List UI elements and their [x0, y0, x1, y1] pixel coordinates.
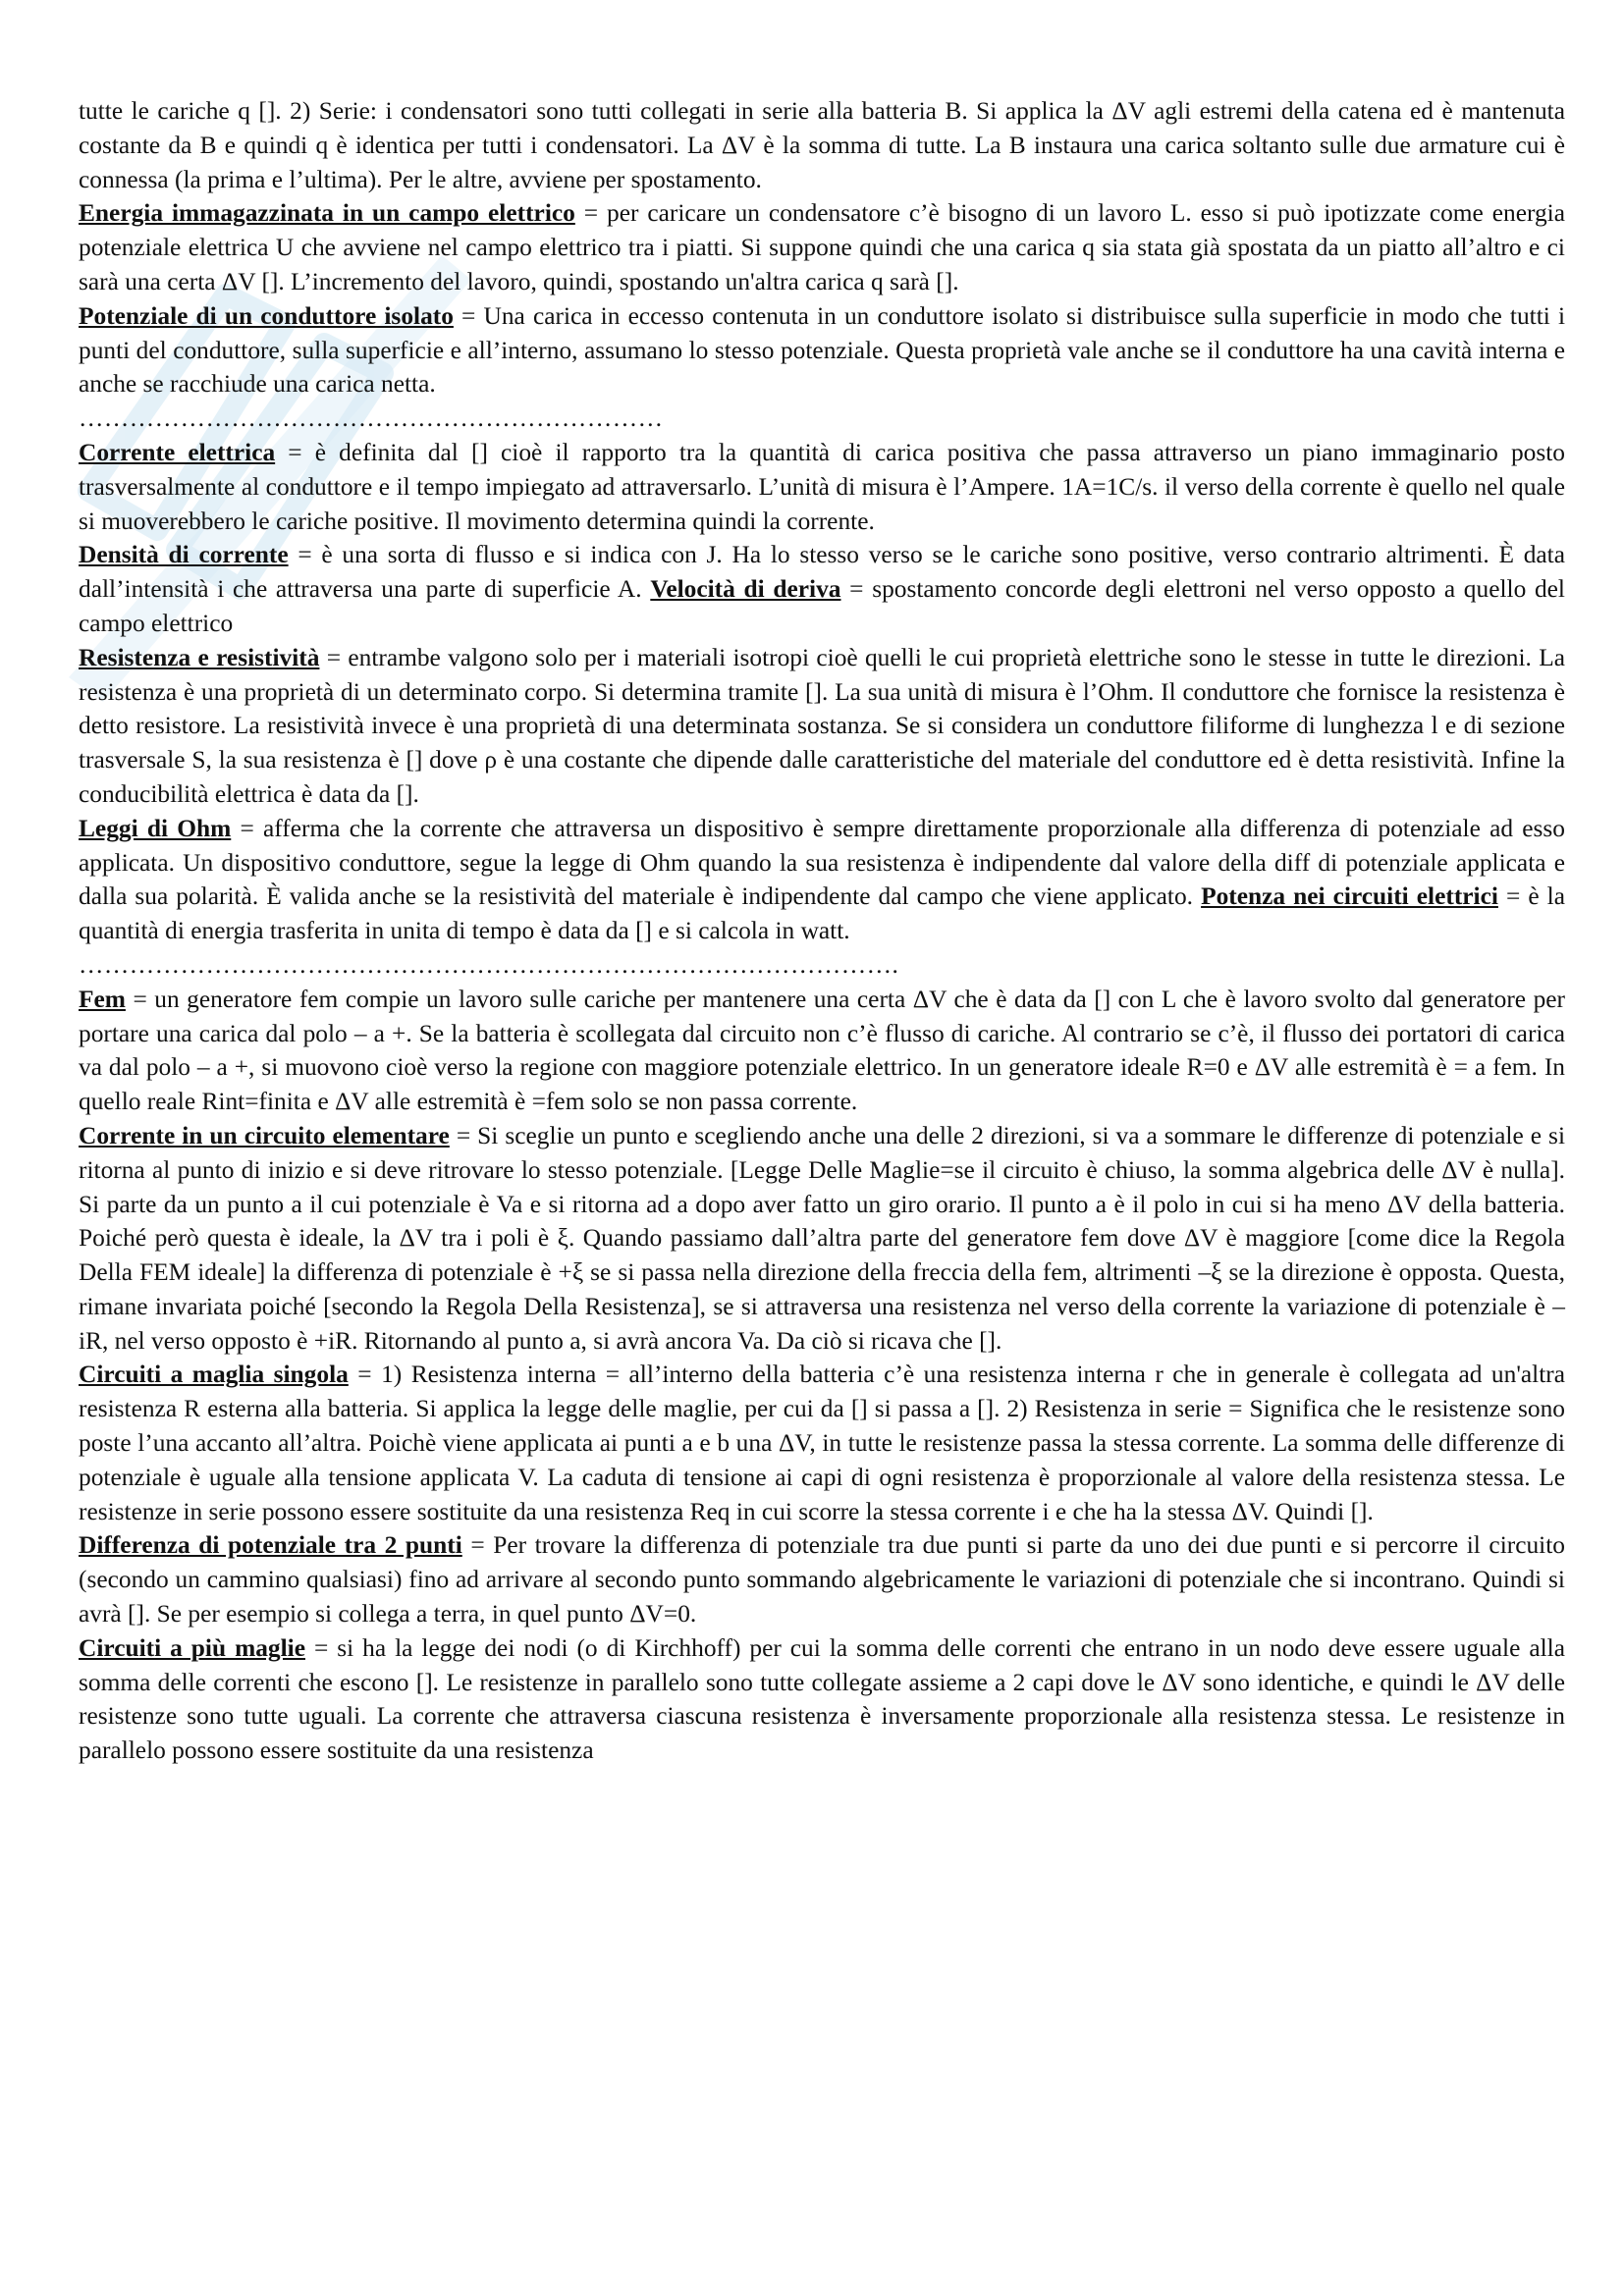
- section-heading: Velocità di deriva: [650, 575, 841, 604]
- paragraph-text: tutte le cariche q []. 2) Serie: i condensatori sono tutti collegati in serie alla batteria B. Si applica la ΔV agli estremi della catena ed è mantenuta costante da B e quindi q è identica per tutti i condensatori. La ΔV è la somma di tutte. La B instaura una carica soltanto sulle due armature cui è connessa (la prima e l’ultima). Per le altre, avviene per spostamento.: [79, 97, 1565, 193]
- paragraph: [79, 436, 1565, 538]
- paragraph-text: = afferma che la corrente che attraversa un dispositivo è sempre direttamente proporzionale alla differenza di potenziale ad esso applicata. Un dispositivo conduttore, segue la legge di Ohm quando la sua resistenza è indipendente dal valore della diff di potenziale applicata e dalla sua polarità. È valida anche se la resistività del materiale è indipendente dal campo che viene applicato.: [79, 814, 1565, 911]
- paragraph-text: = 1) Resistenza interna = all’interno della batteria c’è una resistenza interna r che in generale è collegata ad un'altra resistenza R esterna alla batteria. Si applica la legge delle maglie, per cui da [] si passa a []. 2) Resistenza in serie = Significa che le resistenze sono poste l’una accanto all’altra. Poichè viene applicata ai punti a e b una ΔV, in tutte le resistenze passa la stessa corrente. La somma delle differenze di potenziale è uguale alla tensione applicata V. La caduta di tensione ai capi di ogni resistenza è proporzionale al valore della resistenza stessa. Le resistenze in serie possono essere sostituite da una resistenza Req in cui scorre la stessa corrente i e che ha la stessa ΔV. Quindi [].: [79, 1361, 1566, 1525]
- section-heading: Corrente in un circuito elementare: [79, 1121, 450, 1149]
- paragraph: [79, 1528, 1565, 1630]
- section-heading: Potenziale di un conduttore isolato: [79, 301, 454, 330]
- section-heading: Differenza di potenziale tra 2 punti: [79, 1531, 462, 1560]
- section-heading: Corrente elettrica: [79, 438, 276, 466]
- section-separator: …………………………………………………………………………………….: [79, 950, 899, 979]
- paragraph: [79, 538, 1565, 640]
- section-heading: Fem: [79, 985, 126, 1013]
- paragraph-text: = Una carica in eccesso contenuta in un conduttore isolato si distribuisce sulla superficie in modo che tutti i punti del conduttore, sulla superficie e all’interno, assumano lo stesso potenziale. Questa proprietà vale anche se il conduttore ha una cavità interna e anche se racchiude una carica netta.: [79, 301, 1566, 399]
- paragraph: [79, 94, 1565, 196]
- paragraph: [79, 1119, 1565, 1359]
- paragraph-text: = è definita dal [] cioè il rapporto tra la quantità di carica positiva che passa attraverso un piano immaginario posto trasversalmente al conduttore e il tempo impiegato ad attraversarlo. L’unità di misura è l’Ampere. 1A=1C/s. il verso della corrente è quello nel quale si muoverebbero le cariche positive. Il movimento determina quindi la corrente.: [79, 438, 1565, 535]
- paragraph: [79, 299, 1565, 401]
- paragraph-text: = è la quantità di energia trasferita in unita di tempo è data da [] e si calcola in watt.: [79, 882, 1565, 945]
- section-heading: Densità di corrente: [79, 541, 289, 569]
- section-heading: Circuiti a più maglie: [79, 1633, 305, 1662]
- section-heading: Leggi di Ohm: [79, 814, 232, 842]
- paragraph: [79, 1358, 1565, 1528]
- section-heading: Resistenza e resistività: [79, 643, 320, 671]
- section-heading: Circuiti a maglia singola: [79, 1361, 349, 1389]
- paragraph-text: = Per trovare la differenza di potenziale tra due punti si parte da uno dei due punti e si percorre il circuito (secondo un cammino qualsiasi) fino ad arrivare al secondo punto sommando algebricamente le variazioni di potenziale che si incontrano. Quindi si avrà []. Se per esempio si collega a terra, in quel punto ΔV=0.: [79, 1531, 1565, 1629]
- paragraph-text: = si ha la legge dei nodi (o di Kirchhoff) per cui la somma delle correnti che entrano in un nodo deve essere uguale alla somma delle correnti che escono []. Le resistenze in parallelo sono tutte collegate assieme a 2 capi dove le ΔV sono identiche, e quindi le ΔV delle resistenze sono tutte uguali. La corrente che attraversa ciascuna resistenza è inversamente proporzionale alla resistenza stessa. Le resistenze in parallelo possono essere sostituite da una resistenza: [79, 1633, 1565, 1765]
- paragraph-text: = per caricare un condensatore c’è bisogno di un lavoro L. esso si può ipotizzate come energia potenziale elettrica U che avviene nel campo elettrico tra i piatti. Si suppone quindi che una carica q sia stata già spostata da un piatto all’altro e ci sarà una certa ΔV []. L’incremento del lavoro, quindi, spostando un'altra carica q sarà [].: [79, 199, 1565, 295]
- paragraph-text: = entrambe valgono solo per i materiali isotropi cioè quelli le cui proprietà elettriche sono le stesse in tutte le direzioni. La resistenza è una proprietà di un determinato corpo. Si determina tramite []. La sua unità di misura è l’Ohm. Il conduttore che fornisce la resistenza è detto resistore. La resistività invece è una proprietà di una determinata sostanza. Se si considera un conduttore filiforme di lunghezza l e di sezione trasversale S, la sua resistenza è [] dove ρ è una costante che dipende dalle caratteristiche del materiale del conduttore ed è detta resistività. Infine la conducibilità elettrica è data da [].: [79, 643, 1565, 808]
- section-separator: ……………………………………………………………: [79, 404, 664, 433]
- paragraph-text: = Si sceglie un punto e scegliendo anche una delle 2 direzioni, si va a sommare le differenze di potenziale e si ritorna al punto di inizio e si deve ritrovare lo stesso potenziale. [Legge Delle Maglie=se il circuito è chiuso, la somma algebrica delle ΔV è nulla]. Si parte da un punto a il cui potenziale è Va e si ritorna ad a dopo aver fatto un giro orario. Il punto a è il polo in cui si ha meno ΔV della batteria. Poiché però questa è ideale, la ΔV tra i poli è ξ. Quando passiamo dall’altra parte del generatore fem dove ΔV è maggiore [come dice la Regola Della FEM ideale] la differenza di potenziale è +ξ se si passa nella direzione della freccia della fem, altrimenti –ξ se la direzione è opposta. Questa, rimane invariata poiché [secondo la Regola Della Resistenza], se si attraversa una resistenza nel verso della corrente la variazione di potenziale è –iR, nel verso opposto è +iR. Ritornando al punto a, si avrà ancora Va. Da ciò si ricava che [].: [79, 1121, 1565, 1355]
- paragraph: [79, 641, 1565, 812]
- document-body: [79, 94, 1565, 1768]
- paragraph: [79, 196, 1565, 298]
- section-heading: Potenza nei circuiti elettrici: [1201, 882, 1498, 911]
- paragraph-text: = un generatore fem compie un lavoro sulle cariche per mantenere una certa ΔV che è data da [] con L che è lavoro svolto dal generatore per portare una carica dal polo – a +. Se la batteria è scollegata dal circuito non c’è flusso di cariche. Al contrario se c’è, il flusso dei portatori di carica va dal polo – a +, si muovono cioè verso la regione con maggiore potenziale elettrico. In un generatore ideale R=0 e ΔV alle estremità è = a fem. In quello reale Rint=finita e ΔV alle estremità è =fem solo se non passa corrente.: [79, 985, 1565, 1116]
- section-heading: Energia immagazzinata in un campo elettrico: [79, 199, 575, 228]
- paragraph: [79, 812, 1565, 948]
- paragraph-text: = spostamento concorde degli elettroni nel verso opposto a quello del campo elettrico: [79, 575, 1565, 637]
- paragraph-text: = è una sorta di flusso e si indica con J. Ha lo stesso verso se le cariche sono positive, verso contrario altrimenti. È data dall’intensità i che attraversa una parte di superficie A.: [79, 541, 1565, 604]
- paragraph: [79, 983, 1565, 1119]
- paragraph: [79, 1631, 1565, 1768]
